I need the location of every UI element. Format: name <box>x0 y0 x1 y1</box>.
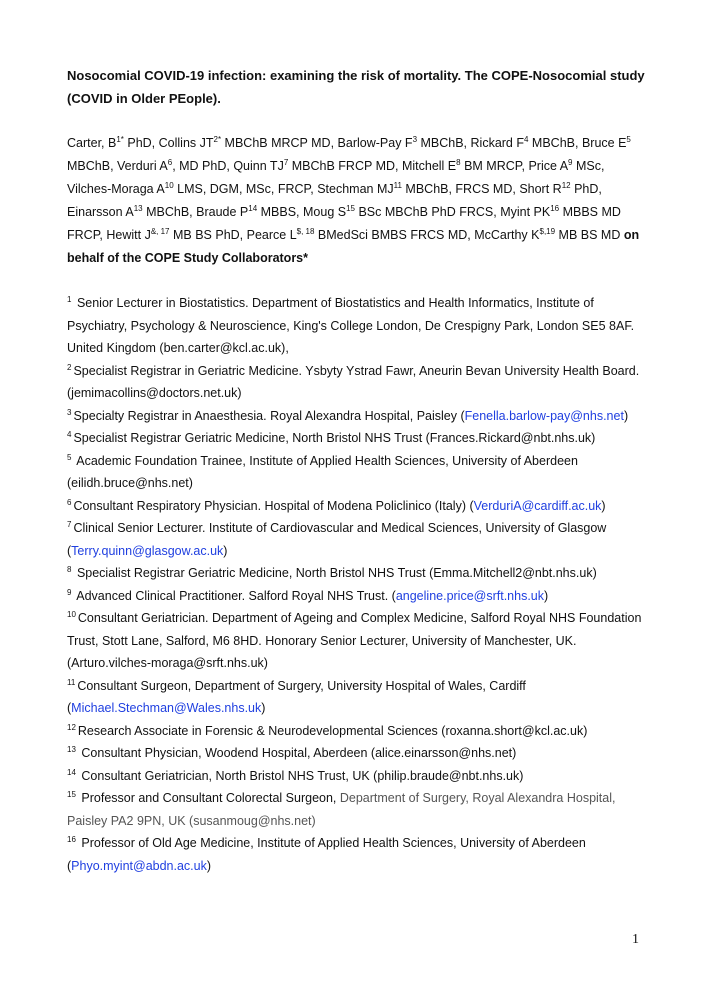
page-number: 1 <box>632 932 639 947</box>
affiliation-number: 15 <box>67 790 76 799</box>
author-affil-marker: 16 <box>550 204 560 213</box>
author-degrees: MBChB, <box>417 136 471 150</box>
author-affil-marker: 11 <box>393 181 402 190</box>
author-name: Verduri A <box>117 159 168 173</box>
affiliation-text: Consultant Physician, Woodend Hospital, Aberdeen (alice.einarsson@nhs.net) <box>81 746 517 760</box>
author-affil-marker: 8 <box>456 158 461 167</box>
author-name: Barlow-Pay F <box>337 136 413 150</box>
author-degrees: MSc, <box>572 159 605 173</box>
author-degrees: BM MRCP, <box>460 159 529 173</box>
email-link[interactable]: VerduriA@cardiff.ac.uk <box>473 498 602 513</box>
author-affil-marker: 7 <box>283 158 289 167</box>
author-affil-marker: 9 <box>568 158 573 167</box>
author-degrees: PhD, <box>123 136 159 150</box>
affiliation-text: Advanced Clinical Practitioner. Salford Royal NHS Trust. ( <box>76 588 396 603</box>
affiliation-item <box>67 787 647 832</box>
author-degrees: LMS, DGM, MSc, FRCP, <box>173 182 318 196</box>
email-link[interactable]: Fenella.barlow-pay@nhs.net <box>464 408 624 423</box>
author-degrees: MBChB, <box>528 136 582 150</box>
author-affil-marker: 4 <box>524 135 529 144</box>
author-affil-marker: 5 <box>626 135 631 144</box>
affiliation-text: Consultant Surgeon, Department of Surgery, University Hospital of Wales, Cardiff ( <box>67 678 526 715</box>
affiliation-text: Academic Foundation Trainee, Institute of Applied Health Sciences, University of Aberdeen (eilidh.bruce@nhs.net) <box>67 453 578 490</box>
author-affil-marker: 2* <box>213 135 222 144</box>
affiliation-number: 4 <box>67 430 72 439</box>
author-name: Braude P <box>196 205 249 219</box>
author-affil-marker: 14 <box>248 204 258 213</box>
affiliation-text-grey: Department of Surgery, Royal Alexandra Hospital, Paisley PA2 9PN, UK (susanmoug@nhs.net) <box>67 791 616 828</box>
affiliation-number: 2 <box>67 362 72 372</box>
affiliation-text-end: ) <box>623 408 629 423</box>
affiliation-number: 6 <box>67 497 72 507</box>
affiliation-text: Professor and Consultant Colorectal Surgeon, <box>81 791 340 805</box>
author-affil-marker: &, 17 <box>150 227 170 236</box>
email-link[interactable]: angeline.price@srft.nhs.uk <box>395 588 545 603</box>
affiliation-text-end: ) <box>223 543 228 558</box>
affiliation-number: 1 <box>67 295 72 304</box>
author-list <box>67 132 647 270</box>
affiliation-text: Specialty Registrar in Anaesthesia. Royal Alexandra Hospital, Paisley ( <box>73 408 465 423</box>
author-affil-marker: 1* <box>116 135 124 144</box>
affiliation-list <box>67 292 647 877</box>
author-degrees: MBChB, <box>142 205 197 219</box>
author-degrees: BSc MBChB PhD FRCS, <box>355 205 501 219</box>
author-name: Bruce E <box>581 136 627 150</box>
affiliation-item <box>67 427 647 450</box>
affiliation-text-end: ) <box>544 588 549 603</box>
author-name: Pearce L <box>246 228 297 242</box>
affiliation-text: Consultant Geriatrician. Department of Ageing and Complex Medicine, Salford Royal NHS Foundation Trust, Stott Lane, Salford, M6 8HD. Honorary Senior Lecturer, University of Manchester, UK. (Arturo.vilches-moraga@srft.nhs.uk) <box>67 611 642 670</box>
author-affil-marker: 6 <box>167 158 173 167</box>
collaborators-statement: on behalf of the COPE Study Collaborators* <box>67 228 640 265</box>
affiliation-text-end: ) <box>261 701 266 715</box>
author-degrees: MBChB FRCP MD, <box>288 159 402 173</box>
affiliation-item <box>67 517 647 562</box>
affiliation-item <box>67 292 647 360</box>
author-name: Vilches-Moraga A <box>67 182 165 196</box>
author-degrees: MBBS, <box>257 205 303 219</box>
paper-title: Nosocomial COVID-19 infection: examining the risk of mortality. The COPE-Nosocomial study (COVID in Older PEople). <box>67 68 645 106</box>
affiliation-item <box>67 450 647 495</box>
affiliation-item <box>67 832 647 877</box>
author-degrees: MBChB, FRCS MD, <box>401 182 520 196</box>
author-affil-marker: 13 <box>133 204 143 213</box>
affiliation-number: 9 <box>67 587 72 597</box>
author-name: Stechman MJ <box>317 182 394 196</box>
author-name: Einarsson A <box>67 205 134 219</box>
affiliation-item <box>67 405 647 428</box>
author-affil-marker: 10 <box>164 181 174 190</box>
affiliation-text: Specialist Registrar in Geriatric Medicine. Ysbyty Ystrad Fawr, Aneurin Bevan University Health Board. (jemimacollins@doctors.net.uk) <box>67 363 640 400</box>
author-name: McCarthy K <box>474 228 540 242</box>
email-link[interactable]: Michael.Stechman@Wales.nhs.uk <box>71 701 262 715</box>
author-degrees: PhD, <box>570 182 602 196</box>
affiliation-item <box>67 360 647 405</box>
author-degrees: BMedSci BMBS FRCS MD, <box>314 228 475 242</box>
author-affil-marker: 3 <box>412 135 418 144</box>
author-degrees: MBChB MRCP MD, <box>221 136 338 150</box>
author-name: Moug S <box>303 205 347 219</box>
affiliation-number: 12 <box>67 722 76 732</box>
author-degrees: , MD PhD, <box>172 159 234 173</box>
author-degrees: MB BS PhD, <box>169 228 247 242</box>
author-name: Price A <box>528 159 569 173</box>
author-name: Collins JT <box>158 136 214 150</box>
affiliation-item <box>67 495 647 518</box>
affiliation-number: 13 <box>67 745 76 754</box>
affiliation-item <box>67 742 647 765</box>
affiliation-number: 7 <box>67 520 72 529</box>
affiliation-number: 8 <box>67 565 72 574</box>
affiliation-text-end: ) <box>206 858 212 873</box>
affiliation-number: 14 <box>67 767 76 777</box>
affiliation-text: Consultant Respiratory Physician. Hospital of Modena Policlinico (Italy) ( <box>73 498 474 513</box>
author-affil-marker: 15 <box>346 204 355 213</box>
author-name: Hewitt J <box>106 228 151 242</box>
affiliation-item <box>67 675 647 720</box>
affiliation-item <box>67 607 647 675</box>
affiliation-text: Clinical Senior Lecturer. Institute of Cardiovascular and Medical Sciences, University of Glasgow ( <box>67 521 607 558</box>
affiliation-item <box>67 720 647 743</box>
author-degrees: MBChB, <box>67 159 118 173</box>
author-name: Quinn TJ <box>233 159 284 173</box>
affiliation-item <box>67 765 647 788</box>
author-name: Myint PK <box>500 205 551 219</box>
affiliation-number: 3 <box>67 407 72 417</box>
affiliation-text-end: ) <box>601 498 606 513</box>
affiliation-item <box>67 585 647 608</box>
affiliation-number: 10 <box>67 610 76 619</box>
affiliation-text: Consultant Geriatrician, North Bristol NHS Trust, UK (philip.braude@nbt.nhs.uk) <box>81 768 524 783</box>
affiliation-item <box>67 562 647 585</box>
affiliation-text: Senior Lecturer in Biostatistics. Department of Biostatistics and Health Informatics, Institute of Psychiatry, Psychology & Neuroscience, King's College London, De Crespigny Park, London SE5 8AF. United Kingdom (ben.carter@kcl.ac.uk), <box>67 296 635 355</box>
affiliation-text: Professor of Old Age Medicine, Institute of Applied Health Sciences, University of Aberdeen ( <box>67 836 586 873</box>
affiliation-number: 16 <box>67 835 76 844</box>
affiliation-text: Specialist Registrar Geriatric Medicine, North Bristol NHS Trust (Frances.Rickard@nbt.nhs.uk) <box>73 431 596 445</box>
author-degrees: MB BS MD <box>555 228 624 242</box>
affiliation-number: 11 <box>67 677 76 687</box>
author-affil-marker: $,19 <box>539 227 556 236</box>
author-degrees: MBBS MD FRCP, <box>67 205 621 242</box>
author-affil-marker: $, 18 <box>296 227 315 236</box>
affiliation-text: Specialist Registrar Geriatric Medicine, North Bristol NHS Trust (Emma.Mitchell2@nbt.nhs.uk) <box>76 566 597 580</box>
author-name: Carter, B <box>67 136 117 150</box>
author-name: Short R <box>519 182 562 196</box>
email-link[interactable]: Terry.quinn@glasgow.ac.uk <box>71 543 224 558</box>
affiliation-text: Research Associate in Forensic & Neurodevelopmental Sciences (roxanna.short@kcl.ac.uk) <box>77 723 588 738</box>
affiliation-number: 5 <box>67 452 72 462</box>
page-content <box>67 64 647 877</box>
author-affil-marker: 12 <box>561 181 571 190</box>
email-link[interactable]: Phyo.myint@abdn.ac.uk <box>71 858 207 873</box>
author-name: Rickard F <box>470 136 524 150</box>
author-name: Mitchell E <box>401 159 457 173</box>
